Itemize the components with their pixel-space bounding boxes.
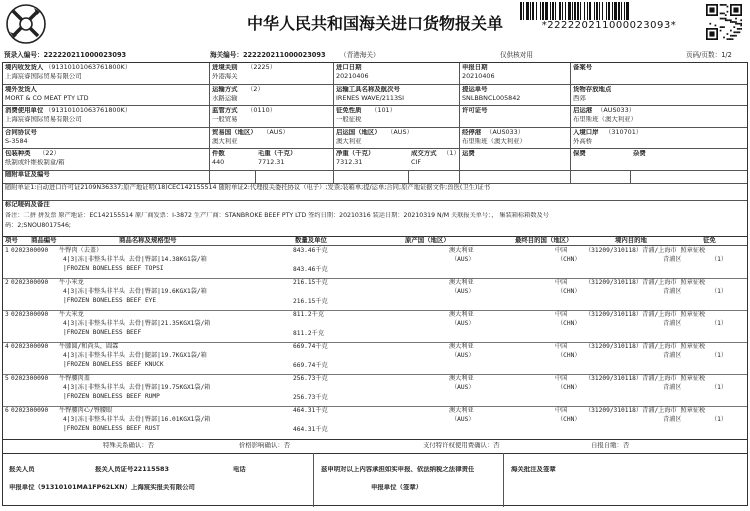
user-name: 上海宸睿国际贸易有限公司 — [5, 116, 82, 123]
item-dest-district: 青浦区 — [663, 352, 682, 359]
gross-weight: 7712.31 — [258, 159, 285, 166]
item-levy-code: （1） — [711, 288, 728, 295]
import-date: 20210406 — [336, 73, 369, 80]
qr-module — [721, 13, 723, 15]
item-levy-code: （1） — [711, 384, 728, 391]
item-no: 4 — [5, 343, 9, 350]
item-origin: 澳大利亚 — [449, 343, 474, 350]
user-code: （91310101063761800K） — [45, 107, 132, 114]
item-dest-district: 青浦区 — [663, 416, 682, 423]
user-label: 消费使用单位 — [5, 107, 44, 114]
item-origin: 澳大利亚 — [449, 279, 474, 286]
declare-date: 20210406 — [462, 73, 495, 80]
item-name: 牛臀腰肉盖 — [59, 375, 90, 382]
item-qty-legal: 256.73千克 — [293, 394, 328, 401]
qr-module — [723, 13, 725, 15]
item-dest-district: 青浦区 — [663, 288, 682, 295]
item-dest: （31209/310118）青浦/上海市 照章征税 — [585, 375, 706, 382]
entry-place: 外高桥 — [573, 138, 593, 145]
entry-place-label: 入境口岸 — [573, 129, 599, 136]
item-name: 牛臀腰肉心/臀腰眼 — [59, 407, 113, 414]
remarks-cont: 码：2;SNOU8017546; — [5, 222, 71, 229]
dep-port: 布里斯班（澳大利亚） — [573, 116, 637, 123]
item-final: 中国 — [555, 375, 568, 382]
qr-module — [720, 13, 722, 15]
qr-module — [735, 21, 737, 23]
qr-module — [723, 18, 725, 20]
col-qty: 数量及单位 — [295, 237, 327, 244]
qr-module — [732, 21, 734, 23]
origin-country-code: （AUS） — [387, 129, 413, 136]
misc-label: 杂费 — [633, 150, 646, 157]
qr-module — [727, 33, 729, 35]
remarks-label: 标记唛码及备注 — [5, 201, 50, 208]
item-origin: 澳大利亚 — [449, 407, 474, 414]
page-number: 页码/页数：1/2 — [686, 51, 732, 59]
item-qty-legal: 843.46千克 — [293, 266, 328, 273]
qr-module — [725, 4, 727, 6]
item-qty-legal: 464.31千克 — [293, 426, 328, 433]
item-qty: 464.31千克 — [293, 407, 328, 414]
item-name: 牛膝圆/和尚头，圆霖 — [59, 343, 119, 350]
qr-module — [723, 4, 725, 6]
qr-module — [730, 30, 732, 32]
qr-module — [721, 4, 723, 6]
item-origin: 澳大利亚 — [449, 375, 474, 382]
liability-statement: 兹申明对以上内容承担如实申报、依法纳税之法律责任 — [321, 466, 475, 473]
qr-module — [735, 23, 737, 25]
item-dest: （31209/310118）青浦/上海市 照章征税 — [585, 311, 706, 318]
dep-port-code: （AUS033） — [597, 107, 636, 114]
contract: S-3584 — [5, 138, 28, 145]
item-dest-district: 青浦区 — [663, 256, 682, 263]
item-no: 1 — [5, 247, 9, 254]
qr-module — [730, 38, 732, 40]
item-dest: （31209/310118）青浦/上海市 照章征税 — [585, 407, 706, 414]
qr-module — [739, 23, 741, 25]
item-qty: 811.2千克 — [293, 311, 325, 318]
qr-module — [739, 28, 741, 30]
levy-code: （101） — [371, 107, 396, 114]
qr-module — [733, 7, 738, 12]
qr-module — [733, 21, 735, 23]
storage: 西郊 — [573, 95, 586, 102]
qr-module — [730, 19, 732, 21]
item-levy-code: （1） — [711, 320, 728, 327]
item-spec-en: |FROZEN BONELESS BEEF — [63, 329, 142, 336]
item-qty-legal: 811.2千克 — [293, 330, 325, 337]
document-title: 中华人民共和国海关进口货物报关单 — [246, 14, 503, 33]
via-port-label: 经停港 — [462, 129, 482, 136]
phone-label: 电话 — [233, 466, 246, 473]
qr-module — [730, 21, 732, 23]
trade-country-label: 贸易国（地区） — [212, 129, 257, 136]
qr-module — [732, 38, 734, 40]
bl-number: SNLBBNCL005842 — [462, 95, 521, 102]
net-weight: 7312.31 — [336, 159, 363, 166]
qr-module — [723, 26, 725, 28]
item-final-code: （CHN） — [557, 256, 581, 263]
qr-module — [721, 26, 723, 28]
trade-country: 澳大利亚 — [212, 138, 238, 145]
item-code: 0202300090 — [11, 279, 49, 286]
via-port-code: （AUS033） — [486, 129, 525, 136]
pieces-label: 件数 — [212, 150, 225, 157]
shipper-label: 境外发货人 — [5, 86, 37, 93]
qr-module — [730, 35, 732, 37]
item-origin-code: （AUS） — [451, 288, 475, 295]
levy: 一般征税 — [336, 116, 362, 123]
item-spec: 4|3|冻|非整头非半头 去骨|臀部|19.6KGX1袋/箱 — [63, 288, 207, 295]
gross-label: 毛重（千克） — [258, 150, 297, 157]
item-no: 5 — [5, 375, 9, 382]
unit-seal: 申报单位（签章） — [371, 484, 423, 491]
item-spec: 4|3|冻|非整头非半头 去骨|臀部|19.75KGX1袋/箱 — [63, 384, 211, 391]
qr-module — [727, 11, 729, 13]
origin-country: 澳大利亚 — [336, 138, 362, 145]
item-origin-code: （AUS） — [451, 320, 475, 327]
via-port: 布里斯班（澳大利亚） — [462, 138, 526, 145]
qr-module — [725, 18, 727, 20]
item-no: 6 — [5, 407, 9, 414]
qr-module — [737, 31, 739, 33]
item-qty: 256.73千克 — [293, 375, 328, 382]
col-code: 商品编号 — [31, 237, 57, 244]
col-no: 项号 — [5, 237, 18, 244]
qr-module — [733, 31, 735, 33]
item-qty-legal: 669.74千克 — [293, 362, 328, 369]
qr-module — [715, 25, 717, 27]
qr-module — [721, 18, 723, 20]
item-spec-en: |FROZEN BONELESS BEEF TOPSI — [63, 265, 164, 272]
supervision-code: （0110） — [247, 107, 277, 114]
vessel: IRENES WAVE/2113SI — [336, 95, 404, 102]
insurance-label: 保费 — [573, 150, 586, 157]
item-code: 0202300090 — [11, 247, 49, 254]
transport-label: 运输方式 — [212, 86, 238, 93]
qr-module — [735, 31, 737, 33]
customs-number: 海关编号：222220211000023093 — [210, 51, 326, 59]
consignee-name: 上海宸睿国际贸易有限公司 — [5, 73, 82, 80]
item-origin-code: （AUS） — [451, 256, 475, 263]
terms: CIF — [411, 159, 422, 166]
qr-module — [727, 38, 729, 40]
net-label: 净重（千克） — [336, 150, 375, 157]
item-final-code: （CHN） — [557, 288, 581, 295]
qr-module — [740, 28, 742, 30]
item-final-code: （CHN） — [557, 320, 581, 327]
import-date-label: 进口日期 — [336, 64, 362, 71]
transport: 水路运输 — [212, 95, 238, 102]
col-final: 最终目的国（地区） — [515, 237, 573, 244]
item-dest-district: 青浦区 — [663, 384, 682, 391]
col-levy: 征免 — [703, 237, 716, 244]
customs-remark: 海关批注及签章 — [511, 466, 556, 473]
item-dest: （31209/310118）青浦/上海市 照章征税 — [585, 279, 706, 286]
barcode-bar — [629, 2, 631, 20]
item-final: 中国 — [555, 343, 568, 350]
qr-module — [740, 25, 742, 27]
item-final: 中国 — [555, 247, 568, 254]
qr-module — [709, 7, 714, 12]
dep-port-label: 启运港 — [573, 107, 593, 114]
item-name: 牛臀肉（去盖） — [59, 247, 103, 254]
qr-module — [735, 35, 737, 37]
qr-module — [720, 30, 722, 32]
pack-code: （22） — [39, 150, 60, 157]
item-origin: 澳大利亚 — [449, 311, 474, 318]
item-levy-code: （1） — [711, 256, 728, 263]
col-dest: 境内目的地 — [615, 237, 647, 244]
qr-module — [709, 23, 711, 25]
declare-date-label: 申报日期 — [462, 64, 488, 71]
bl-label: 提运单号 — [462, 86, 488, 93]
reference-only: 仅供核对用 — [500, 51, 533, 59]
item-final-code: （CHN） — [557, 352, 581, 359]
qr-module — [720, 18, 722, 20]
item-spec: 4|3|冻|非整头非半头 去骨|臀部|21.35KGX1袋/箱 — [63, 320, 211, 327]
qr-module — [723, 37, 725, 39]
entry-place-code: （310701） — [605, 129, 643, 136]
qr-module — [720, 4, 722, 6]
customs-office: （青港海关） — [340, 51, 380, 59]
qr-module — [728, 38, 730, 40]
entry-port-code: （2225） — [247, 64, 277, 71]
freight-label: 运费 — [462, 150, 475, 157]
storage-label: 货物存放地点 — [573, 86, 612, 93]
item-spec: 4|3|冻|非整头非半头 去骨|臀部|16.01KGX1袋/箱 — [63, 416, 211, 423]
contract-label: 合同协议号 — [5, 129, 37, 136]
qr-module — [739, 31, 741, 33]
qr-module — [720, 26, 722, 28]
terms-label: 成交方式 — [411, 150, 437, 157]
item-origin-code: （AUS） — [451, 384, 475, 391]
item-dest-district: 青浦区 — [663, 320, 682, 327]
item-origin: 澳大利亚 — [449, 247, 474, 254]
item-spec-en: |FROZEN BONELESS BEEF RUMP — [63, 393, 160, 400]
declarant-label: 报关人员 — [9, 466, 35, 473]
col-name: 商品名称及规格型号 — [119, 237, 177, 244]
item-final: 中国 — [555, 407, 568, 414]
trade-country-code: （AUS） — [263, 129, 289, 136]
item-spec-en: |FROZEN BONELESS BEEF EYE — [63, 297, 157, 304]
levy-label: 征免性质 — [336, 107, 362, 114]
terms-code: （1） — [443, 150, 460, 157]
qr-module — [735, 18, 737, 20]
item-levy-code: （1） — [711, 416, 728, 423]
qr-module — [737, 28, 739, 30]
declarant-cert: 报关人员证号22115583 — [95, 466, 169, 473]
item-final: 中国 — [555, 279, 568, 286]
transport-code: （2） — [247, 86, 264, 93]
entry-port-label: 进境关别 — [212, 64, 238, 71]
license-label: 许可证号 — [462, 107, 488, 114]
item-spec-en: |FROZEN BONELESS BEEF RUST — [63, 425, 160, 432]
item-origin-code: （AUS） — [451, 416, 475, 423]
qr-module — [737, 23, 739, 25]
remarks: 备注：二拼 拼发票 原产地证：EC142155514 原厂商发票：I-3872 生产厂商：STANBROKE BEEF PTY LTD 签约日期：20210316 装运日期：20210319 N/M 关联报关单号：， 集装箱标箱数及号 — [5, 212, 549, 219]
item-spec: 4|3|冻|非整头非半头 去骨|腿部|19.7KGX1袋/箱 — [63, 352, 207, 359]
qr-module — [727, 6, 729, 8]
qr-module — [709, 31, 714, 36]
entry-port: 外港海关 — [212, 73, 238, 80]
qr-module — [725, 19, 727, 21]
item-final-code: （CHN） — [557, 384, 581, 391]
qr-module — [728, 19, 730, 21]
item-origin-code: （AUS） — [451, 352, 475, 359]
item-name: 牛小米龙 — [59, 279, 84, 286]
item-spec-en: |FROZEN BONELESS BEEF KNUCK — [63, 361, 164, 368]
docs: 随附单证1:自动进口许可证2109N36337;原产地证明(18)CEC142155514 随附单证2:代理报关委托协议（电子）;发票;装箱单;提/运单;合同;原产地证据文件;兽医(卫生)证书 — [5, 184, 490, 191]
consignee-label: 境内收发货人 — [5, 64, 44, 71]
goods-table — [3, 246, 747, 439]
qr-code-icon — [706, 4, 742, 40]
item-code: 0202300090 — [11, 407, 49, 414]
qr-module — [733, 26, 735, 28]
barcode — [520, 2, 698, 20]
item-levy-code: （1） — [711, 352, 728, 359]
price-impact: 价格影响确认：否 — [239, 442, 291, 449]
item-dest: （31209/310118）青浦/上海市 照章征税 — [585, 247, 706, 254]
qr-module — [740, 23, 742, 25]
barcode-text: *222220211000023093* — [541, 20, 677, 31]
item-qty-legal: 216.15千克 — [293, 298, 328, 305]
item-spec: 4|3|冻|非整头非半头 去骨|臀部|14.38KG1袋/箱 — [63, 256, 207, 263]
item-final-code: （CHN） — [557, 416, 581, 423]
item-qty: 216.15千克 — [293, 279, 328, 286]
qr-module — [732, 35, 734, 37]
preentry-number: 预录入编号：222220211000023093 — [4, 51, 127, 59]
origin-country-label: 启运国（地区） — [336, 129, 381, 136]
item-dest: （31209/310118）青浦/上海市 照章征税 — [585, 343, 706, 350]
self-declare: 自报自缴：否 — [591, 442, 630, 449]
item-code: 0202300090 — [11, 343, 49, 350]
item-code: 0202300090 — [11, 311, 49, 318]
docs-label: 随附单证及编号 — [5, 171, 50, 178]
qr-module — [727, 19, 729, 21]
declaration-form — [2, 62, 748, 506]
declaring-unit: 申报单位（91310101MA1FP62LXN）上海宸实报关有限公司 — [9, 484, 195, 491]
shipper: MORT & CO MEAT PTY LTD — [5, 95, 89, 102]
qr-module — [740, 19, 742, 21]
special-relation: 特殊关系确认：否 — [103, 442, 155, 449]
item-qty: 843.46千克 — [293, 247, 328, 254]
vessel-label: 运输工具名称及航次号 — [336, 86, 400, 93]
item-qty: 669.74千克 — [293, 343, 328, 350]
pack-label: 包装种类 — [5, 150, 31, 157]
supervision: 一般贸易 — [212, 116, 238, 123]
consignee-code: （91310101063761800K） — [45, 64, 132, 71]
item-final: 中国 — [555, 311, 568, 318]
royalty: 支付特许权使用费确认：否 — [423, 442, 500, 449]
qr-module — [725, 14, 727, 16]
col-origin: 原产国（地区） — [405, 237, 450, 244]
item-no: 3 — [5, 311, 9, 318]
item-name: 牛大米龙 — [59, 311, 84, 318]
qr-module — [733, 35, 735, 37]
pieces: 440 — [212, 159, 225, 166]
item-no: 2 — [5, 279, 9, 286]
pack: 纸制或纤维板制盒/箱 — [5, 159, 65, 166]
item-code: 0202300090 — [11, 375, 49, 382]
supervision-label: 监管方式 — [212, 107, 238, 114]
record-no-label: 备案号 — [573, 64, 593, 71]
